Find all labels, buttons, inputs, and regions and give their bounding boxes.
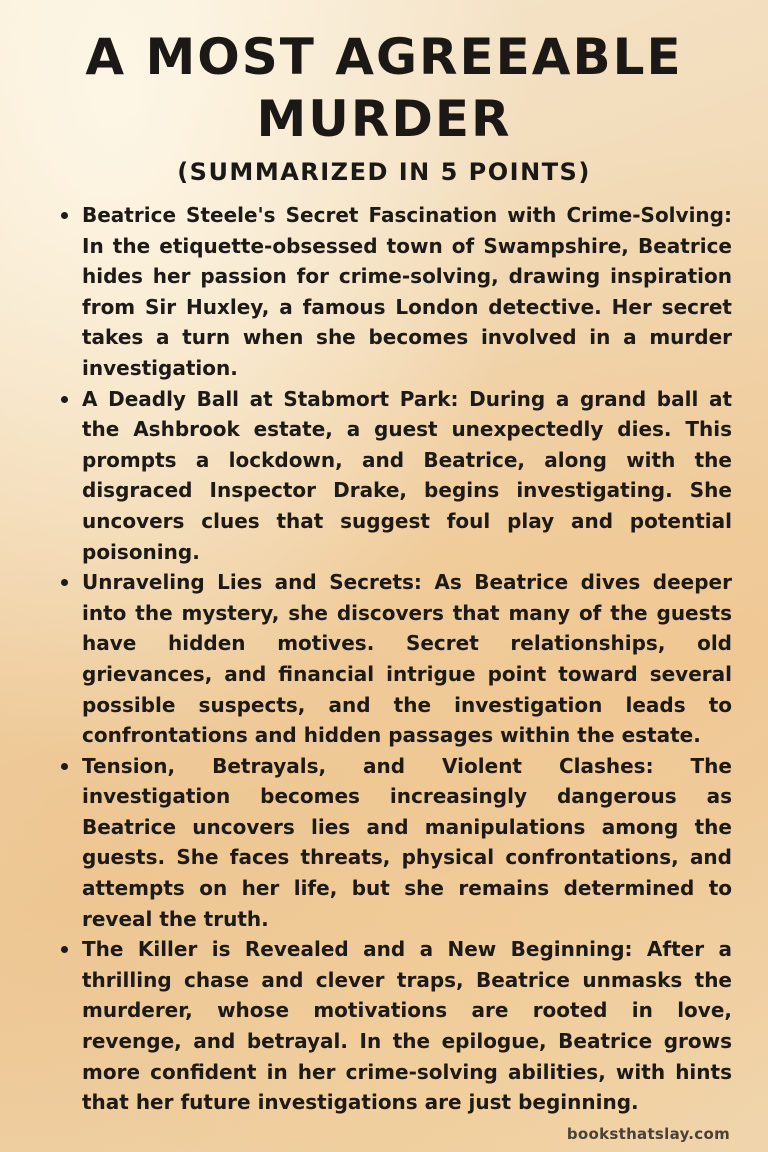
bullet-icon <box>61 763 68 770</box>
summary-point-2 <box>82 384 732 568</box>
bullet-icon <box>61 579 68 586</box>
summary-point-text: The Killer is Revealed and a New Beginning: After a thrilling chase and clever traps, Beatrice unmasks the murderer, whose motivations are rooted in love, revenge, and betrayal. In the epilogue, Beatrice grows more confident in her crime-solving abilities, with hints that her future investigations are just beginning. <box>82 937 732 1115</box>
summary-point-5 <box>82 934 732 1118</box>
site-watermark: booksthatslay.com <box>566 1125 730 1143</box>
summary-point-text: Unraveling Lies and Secrets: As Beatrice dives deeper into the mystery, she discovers that many of the guests have hidden motives. Secret relationships, old grievances, and financial intrigue point toward several possible suspects, and the investigation leads to confrontations and hidden passages within the estate. <box>82 570 732 748</box>
summary-point-text: A Deadly Ball at Stabmort Park: During a grand ball at the Ashbrook estate, a guest unexpectedly dies. This prompts a lockdown, and Beatrice, along with the disgraced Inspector Drake, begins investigating. She uncovers clues that suggest foul play and potential poisoning. <box>82 386 732 564</box>
summary-point-1 <box>82 200 732 384</box>
page-subtitle: (SUMMARIZED IN 5 POINTS) <box>177 158 591 186</box>
page-title: A MOST AGREEABLE MURDER <box>85 28 683 148</box>
bullet-icon <box>61 212 68 219</box>
summary-point-4 <box>82 751 732 935</box>
summary-point-list <box>58 200 732 1118</box>
bullet-icon <box>61 396 68 403</box>
summary-point-3 <box>82 567 732 751</box>
summary-point-text: Tension, Betrayals, and Violent Clashes: The investigation becomes increasingly dangerous as Beatrice uncovers lies and manipulations among the guests. She faces threats, physical confrontations, and attempts on her life, but she remains determined to reveal the truth. <box>82 753 732 931</box>
bullet-icon <box>61 946 68 953</box>
summary-point-text: Beatrice Steele's Secret Fascination with Crime-Solving: In the etiquette-obsessed town of Swampshire, Beatrice hides her passion for crime-solving, drawing inspiration from Sir Huxley, a famous London detective. Her secret takes a turn when she becomes involved in a murder investigation. <box>82 203 732 380</box>
